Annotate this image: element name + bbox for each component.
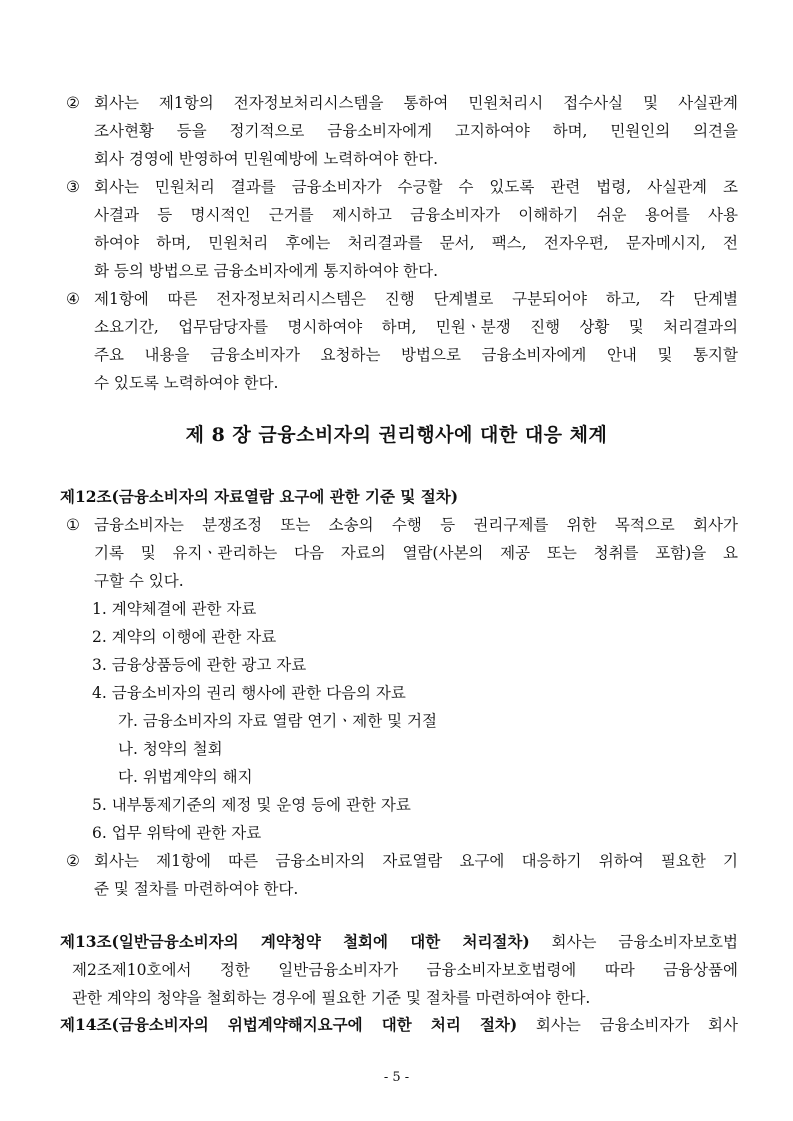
text-line: 회사 경영에 반영하여 민원예방에 노력하여야 한다. — [94, 150, 438, 168]
text-line: 수 있도록 노력하여야 한다. — [94, 374, 279, 392]
paragraph-marker: ② — [66, 94, 80, 112]
sub-list-item: 다. 위법계약의 해지 — [118, 768, 253, 786]
art14-paragraph — [60, 1011, 738, 1039]
list-item: 3. 금융상품등에 관한 광고 자료 — [92, 656, 307, 674]
list-item: 5. 내부통제기준의 제정 및 운영 등에 관한 자료 — [92, 796, 411, 814]
paragraph-marker: ④ — [66, 290, 80, 308]
text-line: 하여야 하며, 민원처리 후에는 처리결과를 문서, 팩스, 전자우편, 문자메시지, 전 — [94, 234, 738, 252]
text-line: 화 등의 방법으로 금융소비자에게 통지하여야 한다. — [94, 262, 438, 280]
text-line — [60, 1011, 738, 1039]
list-item: 4. 금융소비자의 권리 행사에 관한 다음의 자료 — [92, 684, 406, 702]
text-line: 준 및 절차를 마련하여야 한다. — [94, 880, 299, 898]
text-line: 기록 및 유지ㆍ관리하는 다음 자료의 열람(사본의 제공 또는 청취를 포함)을 요 — [94, 544, 738, 562]
text-line: 조사현황 등을 정기적으로 금융소비자에게 고지하여야 하며, 민원인의 의견을 — [94, 122, 738, 140]
list-item: 1. 계약체결에 관한 자료 — [92, 600, 257, 618]
text-line: 회사는 제1항에 따른 금융소비자의 자료열람 요구에 대응하기 위하여 필요한 기 — [94, 852, 738, 870]
chapter-heading: 제 8 장 금융소비자의 권리행사에 대한 대응 체계 — [185, 424, 608, 446]
art11-paragraph-2 — [66, 89, 738, 173]
paragraph-marker: ② — [66, 852, 80, 870]
art13-paragraph — [60, 928, 738, 1012]
text-line: 사결과 등 명시적인 근거를 제시하고 금융소비자가 이해하기 쉬운 용어를 사용 — [94, 206, 738, 224]
paragraph-marker: ① — [66, 516, 80, 534]
text-line: 제1항에 따른 전자정보처리시스템은 진행 단계별로 구분되어야 하고, 각 단계별 — [94, 290, 738, 308]
art11-paragraph-3 — [66, 173, 738, 285]
list-item: 2. 계약의 이행에 관한 자료 — [92, 628, 277, 646]
text-line: 소요기간, 업무담당자를 명시하여야 하며, 민원ㆍ분쟁 진행 상황 및 처리결과의 — [94, 318, 738, 336]
text-line: 제2조제10호에서 정한 일반금융소비자가 금융소비자보호법령에 따라 금융상품에 — [72, 961, 738, 979]
sub-list-item: 나. 청약의 철회 — [118, 740, 223, 758]
text-line: 주요 내용을 금융소비자가 요청하는 방법으로 금융소비자에게 안내 및 통지할 — [94, 346, 738, 364]
page-number: - 5 - — [383, 1070, 410, 1085]
art13-title: 제13조(일반금융소비자의 계약청약 철회에 대한 처리절차) — [60, 932, 530, 951]
art14-title: 제14조(금융소비자의 위법계약해지요구에 대한 처리 절차) — [60, 1015, 518, 1034]
text-line: 회사는 제1항의 전자정보처리시스템을 통하여 민원처리시 접수사실 및 사실관계 — [94, 94, 738, 112]
art12-paragraph-1 — [66, 511, 738, 595]
art14-first-line-text: 회사는 금융소비자가 회사 — [517, 1016, 738, 1034]
art13-first-line-text: 회사는 금융소비자보호법 — [529, 933, 739, 951]
text-line: 관한 계약의 청약을 철회하는 경우에 필요한 기준 및 절차를 마련하여야 한다. — [72, 989, 591, 1007]
text-line: 회사는 민원처리 결과를 금융소비자가 수긍할 수 있도록 관련 법령, 사실관계 조 — [94, 178, 738, 196]
paragraph-marker: ③ — [66, 178, 80, 196]
text-line: 금융소비자는 분쟁조정 또는 소송의 수행 등 권리구제를 위한 목적으로 회사가 — [94, 516, 738, 534]
art12-paragraph-2 — [66, 847, 738, 903]
art12-title: 제12조(금융소비자의 자료열람 요구에 관한 기준 및 절차) — [60, 487, 459, 506]
text-line — [60, 928, 738, 956]
art11-paragraph-4 — [66, 285, 738, 397]
list-item: 6. 업무 위탁에 관한 자료 — [92, 824, 262, 842]
text-line: 구할 수 있다. — [94, 572, 184, 590]
sub-list-item: 가. 금융소비자의 자료 열람 연기ㆍ제한 및 거절 — [118, 712, 437, 730]
